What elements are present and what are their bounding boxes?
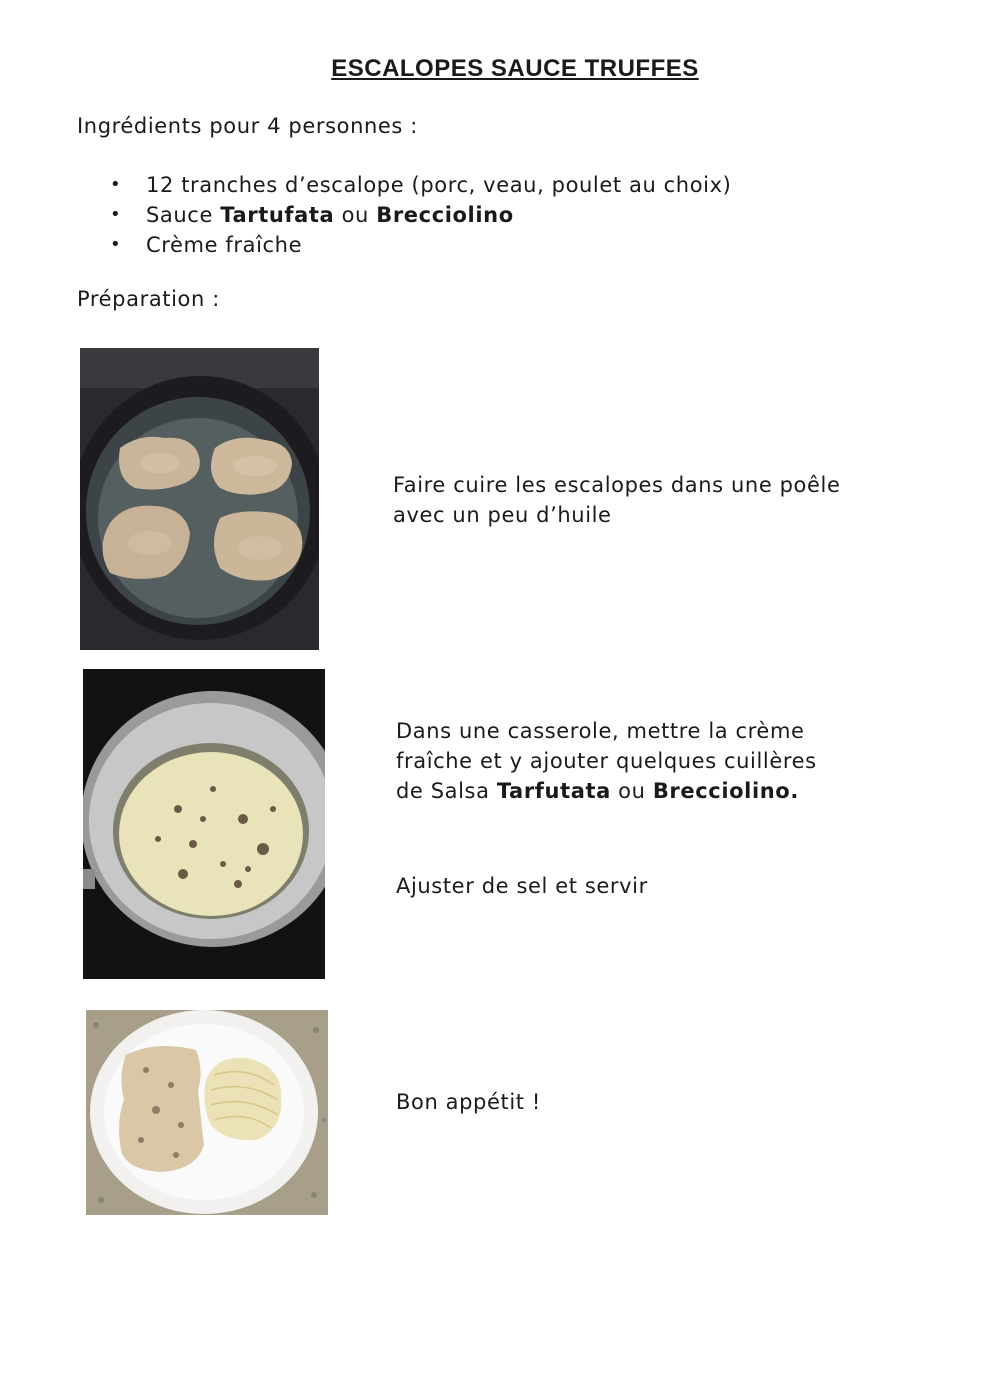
step-line: avec un peu d’huile (393, 503, 612, 527)
preparation-label: Préparation : (77, 287, 220, 311)
ingredient-text: 12 tranches d’escalope (porc, veau, poulet au choix) (146, 173, 732, 197)
ingredient-text: ou (334, 203, 377, 227)
list-item (108, 200, 731, 230)
ingredients-label: Ingrédients pour 4 personnes : (77, 114, 418, 138)
step-text-segment: de Salsa (396, 779, 497, 803)
step3-text: Bon appétit ! (396, 1090, 541, 1114)
step-text-segment: ou (610, 779, 653, 803)
saucepan-photo (83, 669, 325, 979)
step-bold: Tarfutata (496, 779, 611, 803)
recipe-title: ESCALOPES SAUCE TRUFFES (331, 55, 699, 82)
ingredient-text: Sauce (146, 203, 221, 227)
step2-text (396, 716, 817, 806)
step-line: fraîche et y ajouter quelques cuillères (396, 749, 817, 773)
step-line: Faire cuire les escalopes dans une poêle (393, 473, 841, 497)
ingredient-bold: Tartufata (220, 203, 335, 227)
pan-photo (80, 348, 319, 650)
bullet-icon: • (110, 174, 122, 195)
bullet-icon: • (110, 234, 122, 255)
step-bold: Brecciolino. (652, 779, 799, 803)
bullet-icon: • (110, 204, 122, 225)
list-item (108, 170, 731, 200)
step-line: Dans une casserole, mettre la crème (396, 719, 805, 743)
ingredient-text: Crème fraîche (146, 233, 303, 257)
step1-text (393, 470, 840, 530)
step-line (396, 776, 817, 806)
ingredients-list (108, 170, 731, 260)
step2b-text: Ajuster de sel et servir (396, 874, 648, 898)
ingredient-bold: Brecciolino (376, 203, 514, 227)
plate-photo (86, 1010, 328, 1215)
list-item (108, 230, 731, 260)
